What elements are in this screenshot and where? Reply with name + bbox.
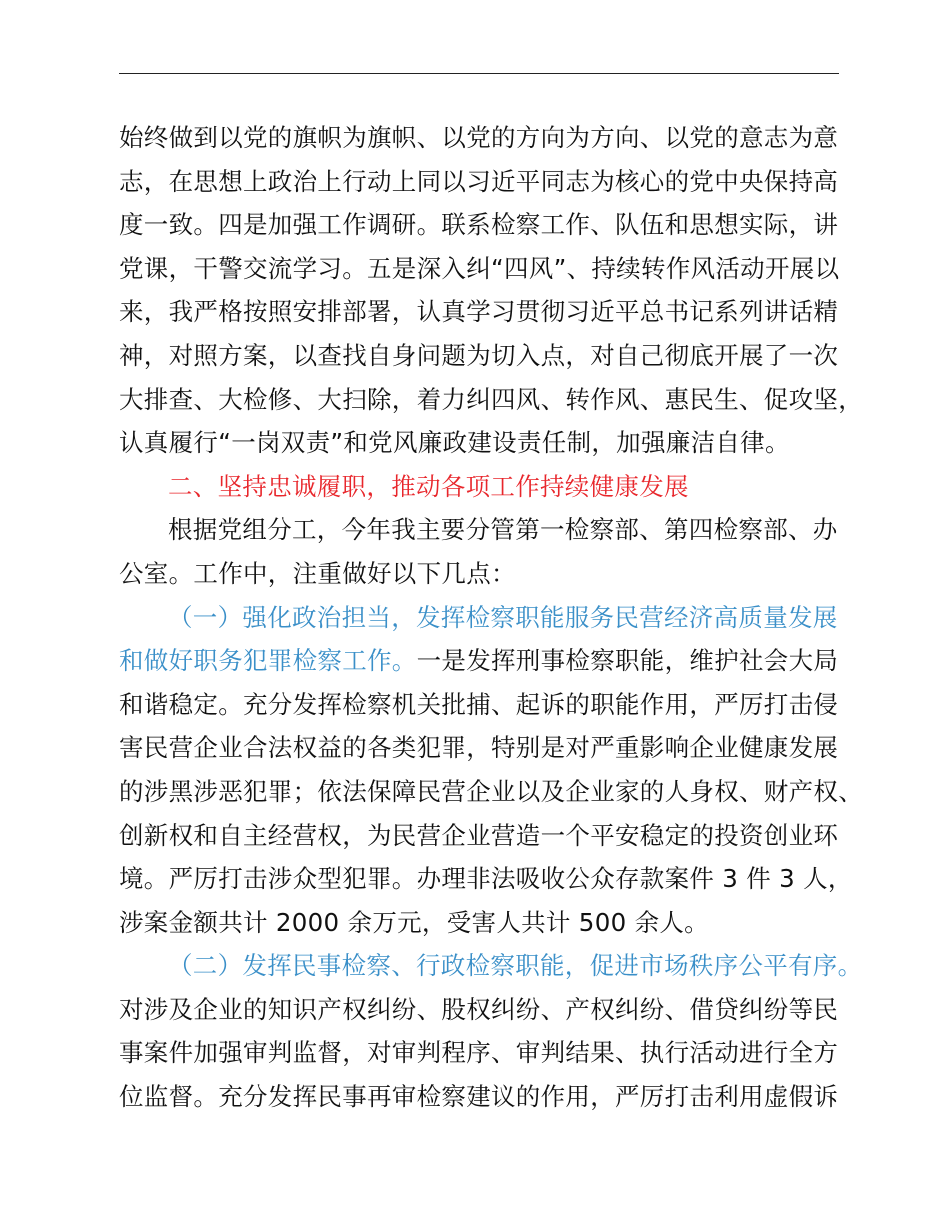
body-line: 度一致。四是加强工作调研。联系检察工作、队伍和思想实际，讲 xyxy=(119,210,839,240)
body-line: 创新权和自主经营权，为民营企业营造一个平安稳定的投资创业环 xyxy=(119,820,839,850)
subsection-heading-cont: 和做好职务犯罪检察工作。 xyxy=(119,646,417,676)
body-line: 害民营企业合法权益的各类犯罪，特别是对严重影响企业健康发展 xyxy=(119,733,839,763)
body-line: 位监督。充分发挥民事再审检察建议的作用，严厉打击利用虚假诉 xyxy=(119,1082,839,1112)
body-line: 事案件加强审判监督，对审判程序、审判结果、执行活动进行全方 xyxy=(119,1038,839,1068)
body-line: 志，在思想上政治上行动上同以习近平同志为核心的党中央保持高 xyxy=(119,166,839,196)
body-line: 根据党组分工，今年我主要分管第一检察部、第四检察部、办 xyxy=(168,515,838,545)
body-line: 认真履行“一岗双责”和党风廉政建设责任制，加强廉洁自律。 xyxy=(119,428,790,458)
body-line: 大排查、大检修、大扫除，着力纠四风、转作风、惠民生、促攻坚， xyxy=(119,384,863,414)
section-heading: 二、坚持忠诚履职，推动各项工作持续健康发展 xyxy=(168,471,689,501)
body-line xyxy=(119,639,859,683)
body-line: 来，我严格按照安排部署，认真学习贯彻习近平总书记系列讲话精 xyxy=(119,297,839,327)
body-text: 一是发挥刑事检察职能，维护社会大局 xyxy=(416,646,839,676)
body-line: 和谐稳定。充分发挥检察机关批捕、起诉的职能作用，严厉打击侵 xyxy=(119,689,839,719)
body-line: 神，对照方案，以查找自身问题为切入点，对自己彻底开展了一次 xyxy=(119,340,839,370)
body-line: 对涉及企业的知识产权纠纷、股权纠纷、产权纠纷、借贷纠纷等民 xyxy=(119,994,839,1024)
body-line: 境。严厉打击涉众型犯罪。办理非法吸收公众存款案件 3 件 3 人， xyxy=(119,864,853,894)
header-rule xyxy=(119,73,839,74)
body-line: 的涉黑涉恶犯罪；依法保障民营企业以及企业家的人身权、财产权、 xyxy=(119,776,863,806)
body-line: 党课，干警交流学习。五是深入纠“四风”、持续转作风活动开展以 xyxy=(119,253,840,283)
body-line: 公室。工作中，注重做好以下几点： xyxy=(119,558,516,588)
body-line: 始终做到以党的旗帜为旗帜、以党的方向为方向、以党的意志为意 xyxy=(119,123,839,152)
subsection-heading: （一）强化政治担当，发挥检察职能服务民营经济高质量发展 xyxy=(168,602,838,632)
document-body xyxy=(119,116,863,1119)
body-line: 涉案金额共计 2000 余万元，受害人共计 500 余人。 xyxy=(119,907,709,937)
subsection-heading: （二）发挥民事检察、行政检察职能，促进市场秩序公平有序。 xyxy=(168,951,863,981)
